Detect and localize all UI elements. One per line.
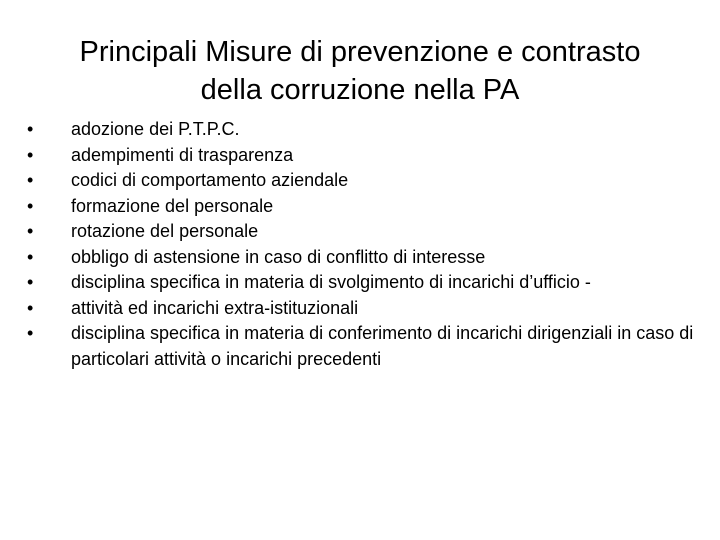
bullet-item-formazione [27,194,697,220]
bullet-text: obbligo di astensione in caso di conflitto di interesse [71,246,486,267]
bullet-icon: • [27,119,34,139]
bullet-item-trasparenza [27,143,697,169]
bullet-item-astensione [27,245,697,271]
bullet-text: rotazione del personale [71,221,259,241]
bullet-icon: • [27,195,34,216]
bullet-text: adempimenti di trasparenza [71,144,294,165]
bullet-text: formazione del personale [71,195,274,216]
slide-title-line-1: Principali Misure di prevenzione e contrasto [79,36,641,68]
bullet-text: disciplina specifica in materia di conferimento di incarichi dirigenziali in caso di particolari attività o incarichi precedenti [71,323,694,369]
bullet-item-conferimento-incarichi [27,321,697,372]
bullet-icon: • [27,221,34,241]
slide-title-line-2: della corruzione nella PA [200,74,520,106]
slide-title [20,33,700,109]
bullet-icon: • [27,246,34,267]
bullet-text: codici di comportamento aziendale [71,170,349,190]
bullet-icon: • [27,144,34,165]
bullet-item-svolgimento-incarichi [27,270,697,296]
bullet-item-rotazione [27,219,697,245]
bullet-item-extra-istituzionali [27,296,697,322]
bullet-icon: • [27,323,34,343]
bullet-item-codici [27,168,697,194]
bullet-item-ptpc [27,117,697,143]
bullet-list [27,117,697,372]
bullet-text: adozione dei P.T.P.C. [71,119,240,139]
bullet-icon: • [27,170,34,190]
bullet-text: attività ed incarichi extra-istituzionali [71,297,359,318]
bullet-text: disciplina specifica in materia di svolgimento di incarichi d’ufficio - [71,272,591,292]
bullet-icon: • [27,272,34,292]
bullet-icon: • [27,297,34,318]
